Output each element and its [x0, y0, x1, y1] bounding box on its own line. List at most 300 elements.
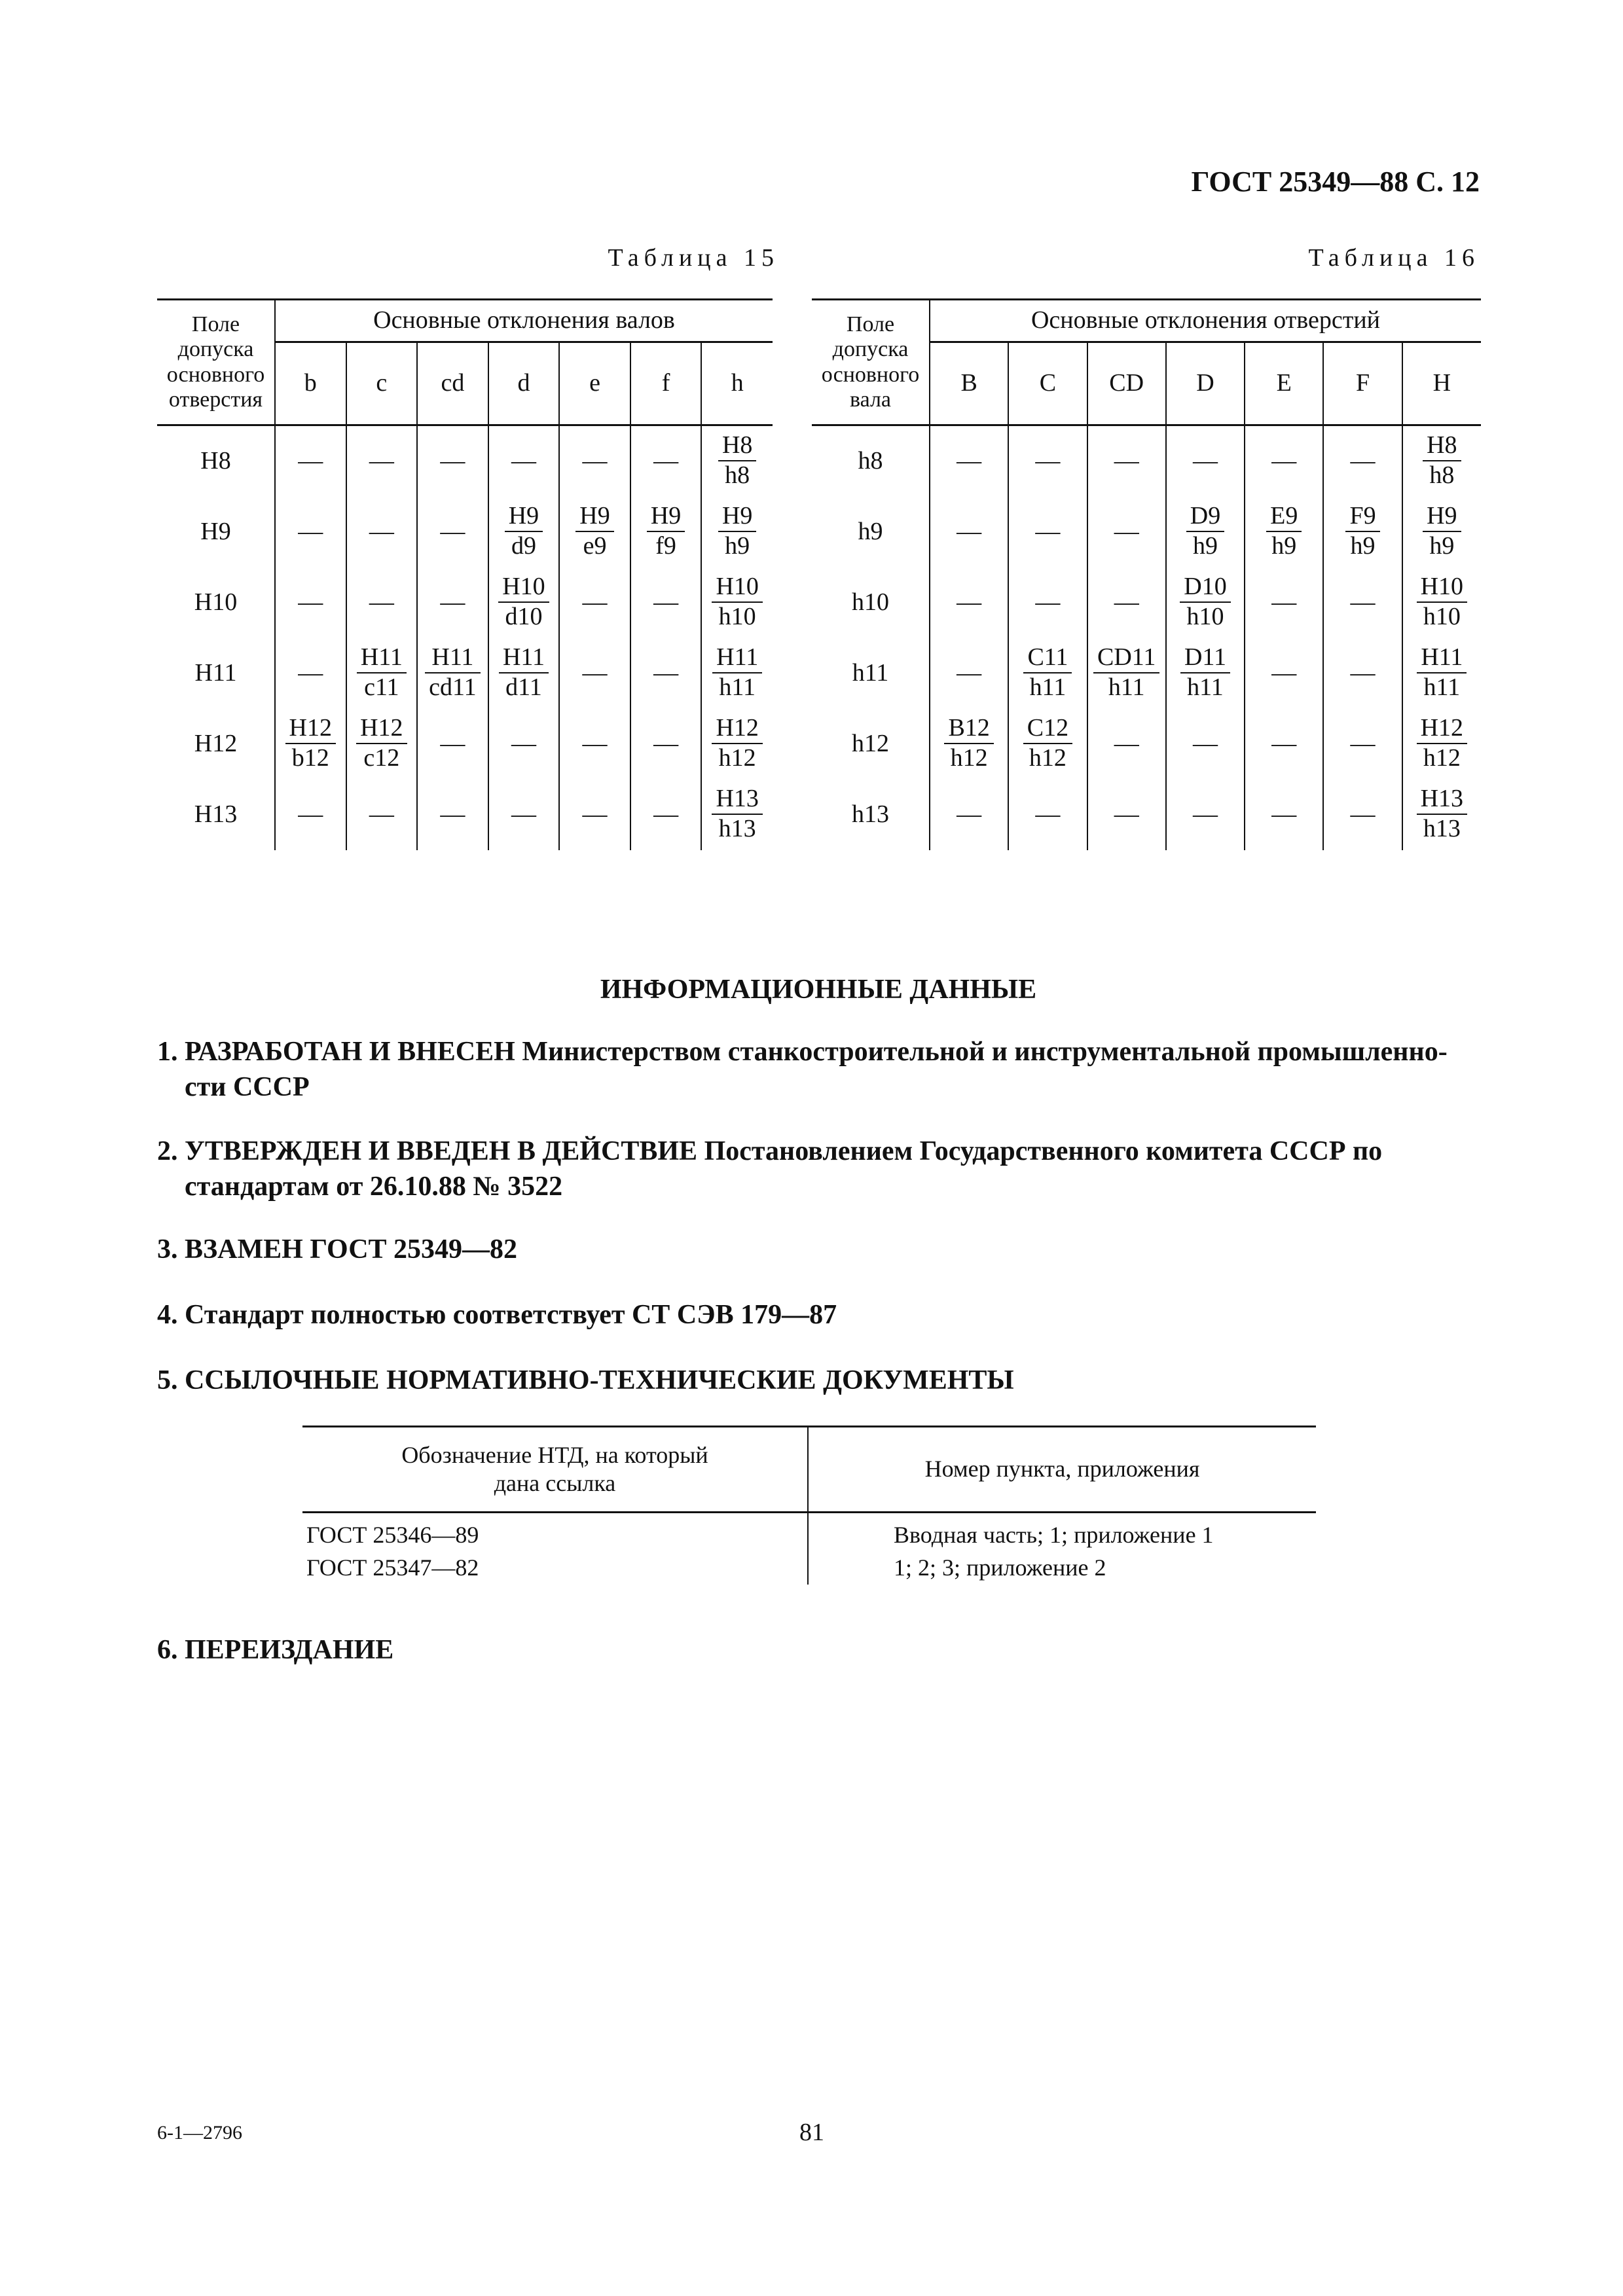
fit-denominator: d11: [505, 673, 542, 702]
fit-cell: [1008, 780, 1087, 850]
row-field: H11: [194, 659, 237, 687]
fit-cell: [930, 638, 1008, 709]
fit-numerator: CD11: [1093, 645, 1159, 673]
ref-col-doc-header-line2: дана ссылка: [494, 1470, 616, 1496]
info-item-1-lead: 1. РАЗРАБОТАН И ВНЕСЕН: [157, 1037, 515, 1067]
fit-cell: [417, 497, 488, 567]
fit-cell: [488, 638, 560, 709]
fit-cell: [630, 780, 702, 850]
fit-cell: [1245, 709, 1323, 780]
empty-dash: —: [582, 659, 608, 687]
fit-cell: [1245, 425, 1323, 497]
fit-cell: [488, 709, 560, 780]
info-section-title: ИНФОРМАЦИОННЫЕ ДАННЫЕ: [600, 975, 1037, 1005]
fit-cell: [559, 709, 630, 780]
fit-fraction: [1023, 645, 1072, 701]
fit-cell: [346, 780, 418, 850]
empty-dash: —: [957, 447, 982, 475]
fit-cell: [1323, 709, 1402, 780]
column-header-d: d: [488, 342, 560, 425]
column-header-e: e: [559, 342, 630, 425]
empty-dash: —: [582, 447, 608, 475]
info-item-3: [157, 1232, 1486, 1267]
column-header-h: H: [1402, 342, 1481, 425]
info-item-2: [157, 1134, 1486, 1204]
info-item-1-text: Министерством станкостроительной и инструментальной промышленно-: [522, 1037, 1448, 1067]
empty-dash: —: [1035, 518, 1061, 546]
reference-documents-table: [302, 1426, 1316, 1585]
fit-cell: [1166, 709, 1245, 780]
fit-fraction: [712, 645, 762, 701]
fit-cell: [1087, 567, 1166, 638]
empty-dash: —: [1271, 447, 1297, 475]
group-header: Основные отклонения валов: [275, 300, 773, 342]
fit-cell: [559, 497, 630, 567]
row-field: h9: [858, 518, 883, 546]
fit-numerator: H9: [575, 503, 613, 532]
field-header: [157, 300, 275, 425]
info-item-3-lead: 3. ВЗАМЕН ГОСТ 25349—82: [157, 1234, 518, 1265]
row-field: H8: [200, 447, 231, 475]
column-header-c: c: [346, 342, 418, 425]
fit-numerator: H10: [1417, 574, 1467, 603]
empty-dash: —: [440, 447, 465, 475]
fit-cell: [701, 497, 773, 567]
fit-denominator: h10: [1423, 603, 1461, 631]
fit-cell: [417, 638, 488, 709]
column-header-c: C: [1008, 342, 1087, 425]
row-field: H9: [200, 518, 231, 546]
fit-numerator: F9: [1345, 503, 1379, 532]
fit-numerator: H11: [357, 645, 407, 673]
fit-fraction: [1023, 715, 1072, 772]
fit-denominator: h12: [1423, 744, 1461, 772]
fit-cell: [346, 567, 418, 638]
fit-denominator: h13: [1423, 815, 1461, 843]
table-row: [812, 780, 1481, 850]
fit-denominator: d10: [505, 603, 543, 631]
fit-cell: [1166, 638, 1245, 709]
fit-cell: [488, 780, 560, 850]
table-16-caption: Таблица 16: [1308, 244, 1480, 272]
fit-fraction: [712, 574, 762, 630]
fit-numerator: D10: [1180, 574, 1230, 603]
fit-cell: [559, 780, 630, 850]
fit-denominator: c11: [364, 673, 399, 702]
row-field: h10: [852, 588, 889, 617]
empty-dash: —: [1271, 588, 1297, 617]
empty-dash: —: [1350, 659, 1376, 687]
fit-fraction: [1180, 645, 1230, 701]
table-row: [157, 709, 773, 780]
empty-dash: —: [1114, 518, 1139, 546]
fit-fraction: [498, 574, 549, 630]
fit-fraction: [1423, 503, 1461, 560]
fit-cell: [1166, 567, 1245, 638]
column-header-h: h: [701, 342, 773, 425]
row-field: H10: [194, 588, 238, 617]
ref-ref-2: 1; 2; 3; приложение 2: [894, 1554, 1106, 1581]
empty-dash: —: [957, 588, 982, 617]
empty-dash: —: [369, 588, 394, 617]
ref-doc-cell: [302, 1513, 808, 1585]
fit-cell: [630, 567, 702, 638]
fit-cell: [346, 709, 418, 780]
fit-cell: [1087, 780, 1166, 850]
empty-dash: —: [1114, 588, 1139, 617]
fit-numerator: H10: [712, 574, 762, 603]
table-row: [812, 638, 1481, 709]
fit-cell: [1008, 497, 1087, 567]
fit-cell: [275, 638, 346, 709]
fit-cell: [275, 425, 346, 497]
fit-cell: [701, 567, 773, 638]
fit-cell: [346, 497, 418, 567]
fit-denominator: h12: [950, 744, 988, 772]
fit-cell: [930, 780, 1008, 850]
info-item-1-cont: сти СССР: [185, 1072, 310, 1102]
empty-dash: —: [511, 447, 536, 475]
table-row: [812, 709, 1481, 780]
fit-cell: [930, 425, 1008, 497]
info-item-2-text: Постановлением Государственного комитета СССР по: [704, 1136, 1383, 1166]
fit-fraction: [505, 503, 543, 560]
fit-denominator: f9: [655, 532, 676, 560]
fit-cell: [1323, 567, 1402, 638]
fit-cell: [1245, 780, 1323, 850]
fit-fraction: [712, 786, 762, 842]
fit-fraction: [1093, 645, 1159, 701]
empty-dash: —: [1350, 588, 1376, 617]
empty-dash: —: [369, 800, 394, 829]
fit-denominator: h8: [1429, 461, 1455, 490]
fit-cell: [1008, 638, 1087, 709]
group-header: Основные отклонения отверстий: [930, 300, 1481, 342]
column-header-e: E: [1245, 342, 1323, 425]
fit-cell: [346, 425, 418, 497]
info-item-6-lead: 6. ПЕРЕИЗДАНИЕ: [157, 1635, 394, 1665]
fit-numerator: H9: [718, 503, 756, 532]
fit-cell: [1087, 497, 1166, 567]
empty-dash: —: [1192, 730, 1218, 758]
empty-dash: —: [582, 588, 608, 617]
empty-dash: —: [1271, 730, 1297, 758]
fit-denominator: h11: [1108, 673, 1145, 702]
field-header-line: вала: [849, 387, 892, 412]
info-item-2-cont: стандартам от 26.10.88 № 3522: [185, 1172, 563, 1202]
fit-cell: [930, 497, 1008, 567]
fit-cell: [417, 709, 488, 780]
fit-numerator: H9: [1423, 503, 1461, 532]
fit-cell: [1402, 567, 1481, 638]
fit-denominator: h10: [718, 603, 756, 631]
empty-dash: —: [1192, 447, 1218, 475]
field-header-line: основного: [821, 362, 920, 387]
empty-dash: —: [957, 800, 982, 829]
empty-dash: —: [1192, 800, 1218, 829]
empty-dash: —: [653, 447, 679, 475]
empty-dash: —: [1350, 730, 1376, 758]
empty-dash: —: [440, 588, 465, 617]
ref-col-doc-header-line1: Обозначение НТД, на который: [401, 1441, 708, 1468]
empty-dash: —: [653, 588, 679, 617]
fit-denominator: h11: [719, 673, 756, 702]
fit-fraction: [718, 503, 756, 560]
fit-numerator: D11: [1180, 645, 1230, 673]
fit-denominator: h9: [1271, 532, 1297, 560]
fit-cell: [1166, 780, 1245, 850]
fit-fraction: [1266, 503, 1302, 560]
empty-dash: —: [369, 447, 394, 475]
fit-numerator: H8: [1423, 433, 1461, 461]
empty-dash: —: [1035, 588, 1061, 617]
fit-numerator: H11: [499, 645, 549, 673]
fit-cell: [417, 780, 488, 850]
fit-cell: [930, 567, 1008, 638]
fit-fraction: [1180, 574, 1230, 630]
fit-cell: [1323, 497, 1402, 567]
fit-denominator: c12: [363, 744, 400, 772]
fit-fraction: [575, 503, 613, 560]
fit-cell: [1245, 567, 1323, 638]
fit-denominator: h11: [1187, 673, 1224, 702]
fit-numerator: H12: [712, 715, 762, 744]
fit-cell: [559, 425, 630, 497]
table-row: [157, 780, 773, 850]
fit-fraction: [712, 715, 762, 772]
empty-dash: —: [1114, 447, 1139, 475]
fit-cell: [488, 497, 560, 567]
row-field: h8: [858, 447, 883, 475]
empty-dash: —: [298, 518, 323, 546]
empty-dash: —: [511, 800, 536, 829]
fit-cell: [1402, 425, 1481, 497]
column-header-d: D: [1166, 342, 1245, 425]
fit-cell: [1323, 638, 1402, 709]
fit-cell: [417, 425, 488, 497]
fit-cell: [559, 567, 630, 638]
fit-fraction: [944, 715, 993, 772]
fit-numerator: H13: [1417, 786, 1467, 815]
footer-code: 6-1—2796: [157, 2122, 242, 2144]
fit-cell: [1008, 709, 1087, 780]
empty-dash: —: [653, 730, 679, 758]
fit-cell: [1008, 425, 1087, 497]
fit-cell: [630, 709, 702, 780]
fit-denominator: h11: [1423, 673, 1461, 702]
fit-cell: [1323, 425, 1402, 497]
fit-denominator: cd11: [429, 673, 477, 702]
fit-cell: [701, 780, 773, 850]
ref-doc-2: ГОСТ 25347—82: [306, 1554, 479, 1581]
field-header-line: допуска: [832, 337, 909, 362]
info-item-1: [157, 1034, 1486, 1105]
empty-dash: —: [1271, 800, 1297, 829]
fit-numerator: H10: [498, 574, 549, 603]
fit-numerator: C12: [1023, 715, 1072, 744]
fit-cell: [701, 638, 773, 709]
fit-cell: [630, 638, 702, 709]
fit-denominator: h11: [1029, 673, 1067, 702]
info-item-5-lead: 5. ССЫЛОЧНЫЕ НОРМАТИВНО-ТЕХНИЧЕСКИЕ ДОКУМЕНТЫ: [157, 1365, 1014, 1395]
fit-fraction: [1417, 645, 1467, 701]
fit-cell: [1087, 638, 1166, 709]
fit-cell: [701, 709, 773, 780]
info-item-5: [157, 1363, 1486, 1398]
fit-cell: [275, 709, 346, 780]
page-number: 81: [799, 2119, 824, 2146]
fit-denominator: h13: [718, 815, 756, 843]
fit-numerator: H12: [285, 715, 336, 744]
table-15: [157, 298, 773, 850]
fit-cell: [701, 425, 773, 497]
fit-numerator: H9: [647, 503, 685, 532]
field-header-line: основного: [166, 362, 265, 387]
fit-cell: [559, 638, 630, 709]
fit-cell: [488, 425, 560, 497]
table-row: [157, 497, 773, 567]
empty-dash: —: [1114, 730, 1139, 758]
ref-ref-cell: [808, 1513, 1316, 1585]
empty-dash: —: [440, 800, 465, 829]
fit-denominator: h9: [725, 532, 750, 560]
fit-numerator: D9: [1186, 503, 1224, 532]
fit-cell: [1166, 497, 1245, 567]
fit-numerator: H11: [425, 645, 480, 673]
fit-cell: [1166, 425, 1245, 497]
table-row: [812, 497, 1481, 567]
fit-cell: [1087, 709, 1166, 780]
fit-cell: [1402, 780, 1481, 850]
fit-fraction: [718, 433, 756, 489]
fit-numerator: H11: [1417, 645, 1467, 673]
page-header: ГОСТ 25349—88 С. 12: [1191, 166, 1480, 198]
table-row: [812, 567, 1481, 638]
empty-dash: —: [511, 730, 536, 758]
field-header: [812, 300, 930, 425]
fit-denominator: b12: [291, 744, 329, 772]
fit-cell: [1402, 638, 1481, 709]
fit-fraction: [647, 503, 685, 560]
fit-cell: [930, 709, 1008, 780]
empty-dash: —: [653, 659, 679, 687]
empty-dash: —: [957, 659, 982, 687]
empty-dash: —: [1350, 800, 1376, 829]
fit-cell: [275, 497, 346, 567]
field-header-line: допуска: [177, 337, 254, 362]
fit-fraction: [1186, 503, 1224, 560]
fit-cell: [275, 780, 346, 850]
empty-dash: —: [298, 800, 323, 829]
empty-dash: —: [1271, 659, 1297, 687]
fit-cell: [488, 567, 560, 638]
fit-denominator: h12: [1029, 744, 1067, 772]
column-header-cd: CD: [1087, 342, 1166, 425]
empty-dash: —: [298, 659, 323, 687]
fit-fraction: [1417, 574, 1467, 630]
field-header-line: Поле: [846, 312, 895, 337]
column-header-b: B: [930, 342, 1008, 425]
fit-numerator: H9: [505, 503, 543, 532]
fit-cell: [1245, 638, 1323, 709]
fit-denominator: h9: [1350, 532, 1376, 560]
empty-dash: —: [440, 518, 465, 546]
fit-cell: [417, 567, 488, 638]
row-field: H13: [194, 800, 238, 829]
fit-fraction: [285, 715, 336, 772]
fit-denominator: h8: [725, 461, 750, 490]
table-15-caption: Таблица 15: [608, 244, 779, 272]
fit-fraction: [1423, 433, 1461, 489]
ref-doc-1: ГОСТ 25346—89: [306, 1522, 479, 1548]
table-row: [812, 425, 1481, 497]
fit-fraction: [425, 645, 480, 701]
empty-dash: —: [369, 518, 394, 546]
fit-fraction: [1417, 715, 1467, 772]
fit-cell: [1087, 425, 1166, 497]
row-field: H12: [194, 730, 238, 758]
fit-fraction: [1417, 786, 1467, 842]
empty-dash: —: [1035, 800, 1061, 829]
row-field: h13: [852, 800, 889, 829]
info-item-4-lead: 4. Стандарт полностью соответствует СТ СЭВ 179—87: [157, 1300, 837, 1330]
fit-fraction: [357, 645, 407, 701]
empty-dash: —: [582, 800, 608, 829]
info-item-6: [157, 1632, 1486, 1668]
row-field: h12: [852, 730, 889, 758]
fit-cell: [1323, 780, 1402, 850]
fit-denominator: h10: [1186, 603, 1224, 631]
fit-fraction: [499, 645, 549, 701]
empty-dash: —: [957, 518, 982, 546]
table-row: [157, 425, 773, 497]
fit-denominator: h9: [1429, 532, 1455, 560]
empty-dash: —: [440, 730, 465, 758]
row-field: h11: [852, 659, 889, 687]
fit-numerator: E9: [1266, 503, 1302, 532]
fit-denominator: h12: [718, 744, 756, 772]
fit-cell: [1245, 497, 1323, 567]
empty-dash: —: [298, 447, 323, 475]
column-header-f: f: [630, 342, 702, 425]
field-header-line: Поле: [191, 312, 240, 337]
ref-col-doc-header: [302, 1427, 808, 1513]
fit-numerator: H8: [718, 433, 756, 461]
info-item-2-lead: 2. УТВЕРЖДЕН И ВВЕДЕН В ДЕЙСТВИЕ: [157, 1136, 698, 1166]
empty-dash: —: [582, 730, 608, 758]
table-16: [812, 298, 1481, 850]
fit-numerator: B12: [944, 715, 993, 744]
empty-dash: —: [1035, 447, 1061, 475]
fit-numerator: H11: [712, 645, 762, 673]
fit-cell: [1402, 709, 1481, 780]
fit-cell: [275, 567, 346, 638]
empty-dash: —: [653, 800, 679, 829]
fit-numerator: H12: [1417, 715, 1467, 744]
fit-cell: [630, 425, 702, 497]
fit-denominator: d9: [511, 532, 536, 560]
fit-cell: [1402, 497, 1481, 567]
info-item-4: [157, 1297, 1486, 1333]
table-row: [157, 567, 773, 638]
column-header-cd: cd: [417, 342, 488, 425]
fit-cell: [630, 497, 702, 567]
fit-denominator: e9: [583, 532, 607, 560]
fit-numerator: H12: [356, 715, 407, 744]
fit-denominator: h9: [1192, 532, 1218, 560]
fit-cell: [346, 638, 418, 709]
empty-dash: —: [298, 588, 323, 617]
